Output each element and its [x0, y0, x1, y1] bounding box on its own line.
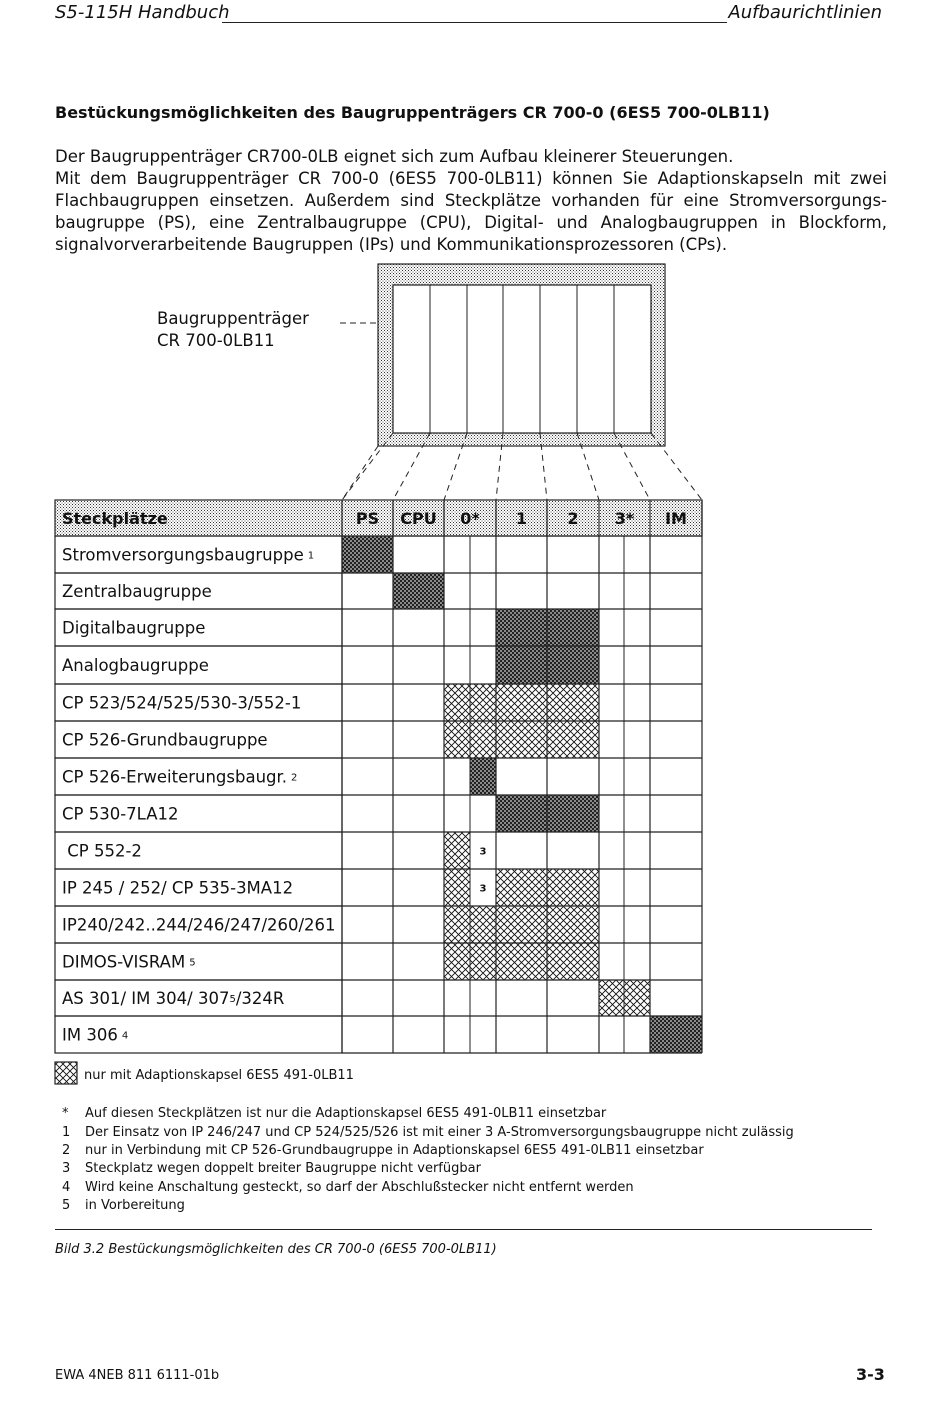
footnote-mark: * [62, 1106, 69, 1121]
footnote-mark: 1 [62, 1125, 71, 1140]
intro-line-4: baugruppe (PS), eine Zentralbaugruppe (CPU), Digital- und Analogbaugruppen in Blockform, [55, 213, 887, 232]
header-section: Aufbaurichtlinien [728, 2, 882, 23]
column-header-3: 1 [515, 509, 528, 528]
allowed-cell [342, 536, 393, 573]
column-header-0: PS [355, 509, 380, 528]
cell-note: 3 [479, 846, 487, 858]
allowed-cell [470, 758, 496, 795]
allowed-cell [444, 832, 470, 869]
column-header-4: 2 [567, 509, 579, 528]
footnote-text: Auf diesen Steckplätzen ist nur die Adaptionskapsel 6ES5 491-0LB11 einsetzbar [85, 1106, 607, 1121]
intro-line-1: Der Baugruppenträger CR700-0LB eignet sich zum Aufbau kleinerer Steuerungen. [55, 147, 734, 166]
intro-line-5: signalvorverarbeitende Baugruppen (IPs) und Kommunikationsprozessoren (CPs). [55, 235, 728, 254]
column-header-5: 3* [614, 509, 635, 528]
slot-table [55, 500, 702, 1053]
row-label: CP 552-2 [62, 841, 142, 861]
caption-rule [55, 1229, 872, 1230]
footnote-mark: 2 [62, 1143, 71, 1158]
footnote-text: Der Einsatz von IP 246/247 und CP 524/525/526 ist mit einer 3 A-Stromversorgungsbaugruppe nicht zulässig [85, 1125, 794, 1140]
row-label: AS 301/ IM 304/ 3075/324R [62, 989, 285, 1008]
column-header-6: IM [665, 509, 687, 528]
allowed-cell [444, 684, 599, 721]
header-title: S5-115H Handbuch [55, 2, 230, 23]
row-label: IP 245 / 252/ CP 535-3MA12 [62, 878, 294, 898]
footnote-text: Steckplatz wegen doppelt breiter Baugruppe nicht verfügbar [85, 1161, 481, 1176]
footnote-text: in Vorbereitung [85, 1198, 185, 1213]
row-label: Digitalbaugruppe [62, 618, 206, 638]
corner-header: Steckplätze [62, 509, 168, 528]
column-header-2: 0* [460, 509, 480, 528]
allowed-cell [444, 721, 599, 758]
footnote-mark: 3 [62, 1161, 71, 1176]
section-title: Bestückungsmöglichkeiten des Baugruppenträgers CR 700-0 (6ES5 700-0LB11) [55, 103, 770, 122]
figure-caption: Bild 3.2 Bestückungsmöglichkeiten des CR 700-0 (6ES5 700-0LB11) [55, 1242, 497, 1257]
column-header-1: CPU [400, 509, 437, 528]
rack-drawing [340, 264, 665, 446]
footnote-text: nur in Verbindung mit CP 526-Grundbaugruppe in Adaptionskapsel 6ES5 491-0LB11 einsetzbar [85, 1143, 704, 1158]
footnote-mark: 5 [62, 1198, 71, 1213]
row-label: CP 530-7LA12 [62, 804, 179, 824]
intro-line-2: Mit dem Baugruppenträger CR 700-0 (6ES5 700-0LB11) können Sie Adaptionskapseln mit zwei [55, 169, 887, 188]
allowed-cell [444, 869, 470, 906]
rack-label-line-2: CR 700-0LB11 [157, 331, 275, 350]
row-label: Zentralbaugruppe [62, 582, 212, 601]
row-label: IP240/242..244/246/247/260/261 [62, 915, 336, 935]
allowed-cell [444, 943, 599, 980]
rack-label-line-1: Baugruppenträger [157, 309, 309, 328]
footnote-mark: 4 [62, 1180, 71, 1195]
intro-line-3: Flachbaugruppen einsetzen. Außerdem sind Steckplätze vorhanden für eine Stromversorgungs- [55, 191, 887, 210]
footnote-text: Wird keine Anschaltung gesteckt, so darf der Abschlußstecker nicht entfernt werden [85, 1180, 634, 1195]
row-label: CP 526-Grundbaugruppe [62, 730, 268, 750]
row-label: CP 526-Erweiterungsbaugr. 2 [62, 767, 298, 787]
row-label: IM 306 4 [62, 1025, 129, 1045]
legend-text: nur mit Adaptionskapsel 6ES5 491-0LB11 [84, 1068, 354, 1083]
page-number: 3-3 [856, 1365, 885, 1384]
row-label: Stromversorgungsbaugruppe 1 [62, 545, 315, 565]
allowed-cell [650, 1016, 702, 1053]
row-label: CP 523/524/525/530-3/552-1 [62, 693, 302, 713]
allowed-cell [393, 573, 444, 609]
allowed-cell [444, 906, 599, 943]
document-number: EWA 4NEB 811 6111-01b [55, 1368, 220, 1383]
row-label: DIMOS-VISRAM 5 [62, 952, 196, 972]
row-label: Analogbaugruppe [62, 656, 209, 675]
legend-swatch [55, 1062, 77, 1084]
cell-note: 3 [479, 883, 487, 895]
